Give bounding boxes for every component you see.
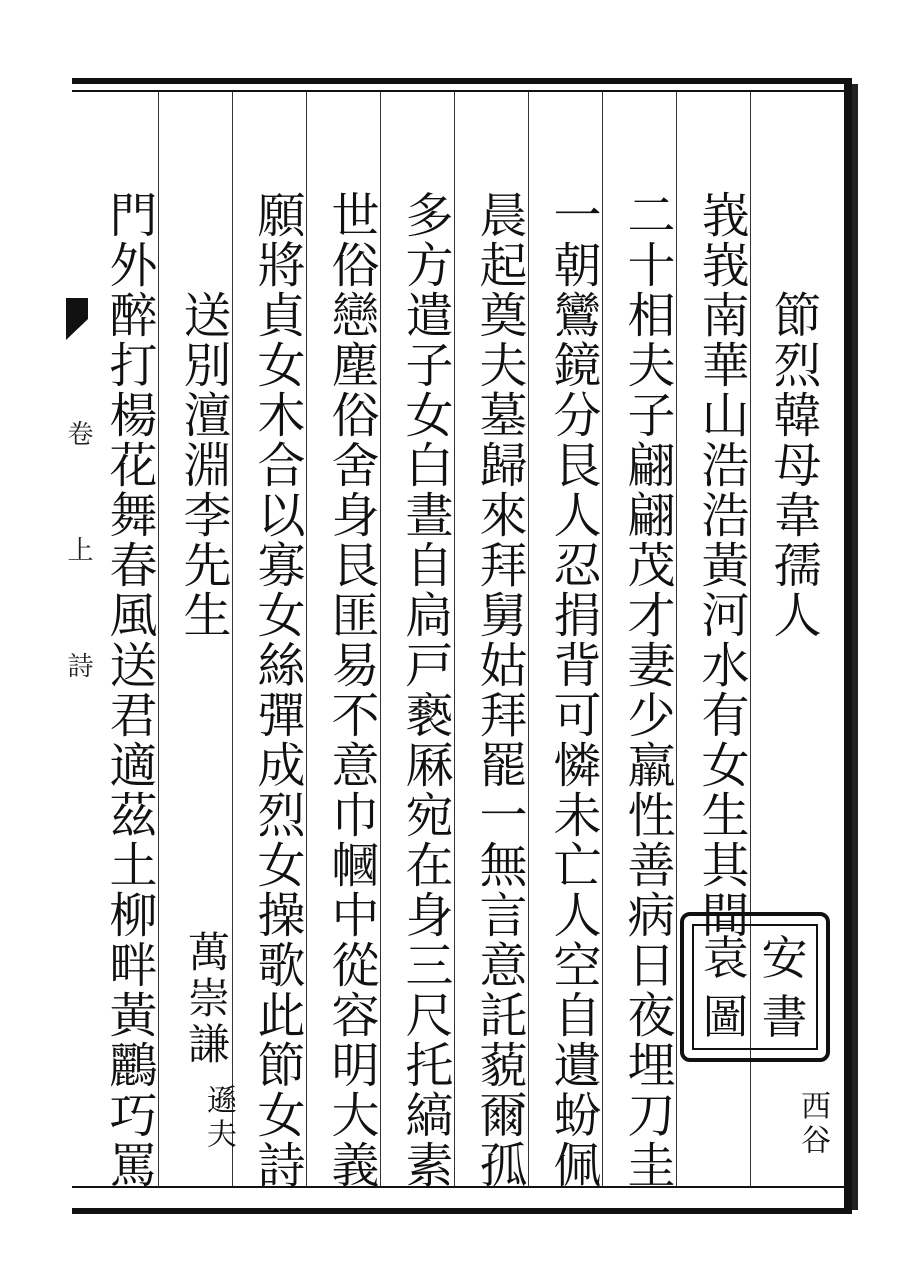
text-column: 二十相夫子翩翩茂才妻少羸性善病日夜埋刀圭 — [619, 190, 675, 1190]
frame-inner-top-rule — [72, 90, 844, 92]
seal-char: 安 — [761, 930, 808, 985]
fold-label: 卷上詩 — [63, 420, 93, 768]
poem-title: 送別澶淵李先生 — [175, 290, 231, 640]
frame-shadow — [852, 84, 858, 1210]
author-name: 萬崇謙 — [182, 930, 231, 1068]
text-column: 晨起奠夫墓歸來拜舅姑拜罷一無言意託藐爾孤 — [471, 190, 527, 1190]
text-column: 一朝鸞鏡分艮人忍捐背可憐未亡人空自遺蚡佩 — [545, 190, 601, 1190]
text-column: 門外醉打楊花舞春風送君適茲土柳畔黃鸝巧罵 — [101, 190, 157, 1190]
author-courtesy-name: 遜夫 — [201, 1084, 236, 1152]
text-column: 願將貞女木合以寡女絲彈成烈女操歌此節女詩 — [249, 190, 305, 1190]
poem-title: 節烈韓母韋孺人 — [765, 290, 821, 640]
seal-char: 圖 — [702, 989, 749, 1044]
seal-char: 袁 — [702, 930, 749, 985]
author-name: 西谷 — [795, 1090, 830, 1158]
text-column: 多方遣子女白晝自扃戸褻厤宛在身三尺托縞素 — [397, 190, 453, 1190]
collector-seal — [680, 912, 830, 1062]
frame-inner-bottom-rule — [72, 1186, 844, 1188]
text-column: 世俗戀塵俗舍身艮匪易不意巾幗中從容明大義 — [323, 190, 379, 1190]
seal-char: 書 — [761, 989, 808, 1044]
text-column: 峩峩南華山浩浩黃河水有女生其間 — [693, 190, 749, 940]
